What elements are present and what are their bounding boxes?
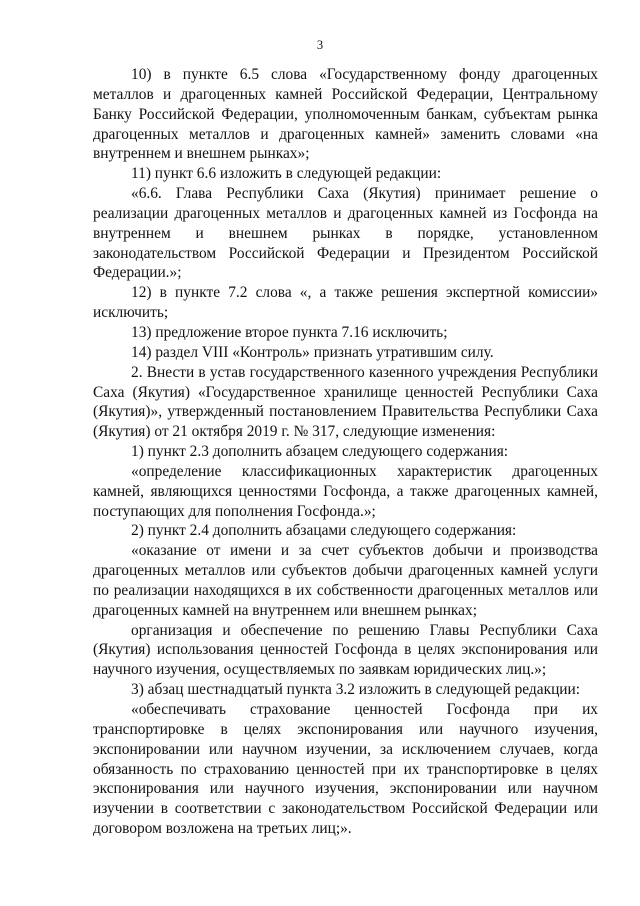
paragraph-subitem-3: 3) абзац шестнадцатый пункта 3.2 изложить в следующей редакции: [131,681,581,699]
paragraph-quote-3-2: «обеспечивать страхование ценностей Госфонда при их транспортировке в целях экспонирования или научного изучения, экспонировании или научном изучении, за исключением случаев, когда обязанность по страхованию ценностей при их транспортировке в целях экспонирования или научного изучения, экспонировании или научном изучении в соответствии с законодательством Российской Федерации или договором возложена на третьих лиц;». [93,701,598,838]
paragraph-quote-6-6: «6.6. Глава Республики Саха (Якутия) принимает решение о реализации драгоценных металлов и драгоценных камней из Госфонда на внутреннем и внешнем рынках в порядке, установленном законодательством Российской Федерации и Президентом Российской Федерации.»; [93,185,598,282]
paragraph-item-13: 13) предложение второе пункта 7.16 исключить; [131,323,448,341]
paragraph-section-2: 2. Внести в устав государственного казенного учреждения Республики Саха (Якутия) «Государственное хранилище ценностей Республики Саха (Якутия)», утвержденный постановлением Правительства Республики Саха (Якутия) от 21 октября 2019 г. № 317, следующие изменения: [93,363,598,441]
page-number: 3 [316,38,324,52]
paragraph-item-12: 12) в пункте 7.2 слова «, а также решения экспертной комиссии» исключить; [93,284,598,322]
paragraph-item-14: 14) раздел VIII «Контроль» признать утратившим силу. [131,343,494,361]
paragraph-subitem-1: 1) пункт 2.3 дополнить абзацем следующего содержания: [131,443,509,461]
paragraph-quote-2-4-a: «оказание от имени и за счет субъектов добычи и производства драгоценных металлов или субъектов добычи драгоценных камней услуги по реализации находящихся в их собственности драгоценных металлов или драгоценных камней на внутреннем или внешнем рынках; [93,542,598,619]
paragraph-quote-2-3: «определение классификационных характеристик драгоценных камней, являющихся ценностями Госфонда, а также драгоценных камней, поступающих для пополнения Госфонда.»; [93,462,598,520]
document-body [93,65,598,839]
paragraph-item-10: 10) в пункте 6.5 слова «Государственному фонду драгоценных металлов и драгоценных камней Российской Федерации, Центральному Банку Российской Федерации, уполномоченным банкам, субъектам рынка драгоценных металлов и драгоценных камней» заменить словами «на внутреннем и внешнем рынках»; [93,66,598,163]
paragraph-quote-2-4-b: организация и обеспечение по решению Главы Республики Саха (Якутия) использования ценностей Госфонда в целях экспонирования или научного изучения, осуществляемых по заявкам юридических лиц.»; [93,621,598,679]
paragraph-subitem-2: 2) пункт 2.4 дополнить абзацами следующего содержания: [131,522,517,540]
paragraph-item-11: 11) пункт 6.6 изложить в следующей редакции: [131,165,442,183]
